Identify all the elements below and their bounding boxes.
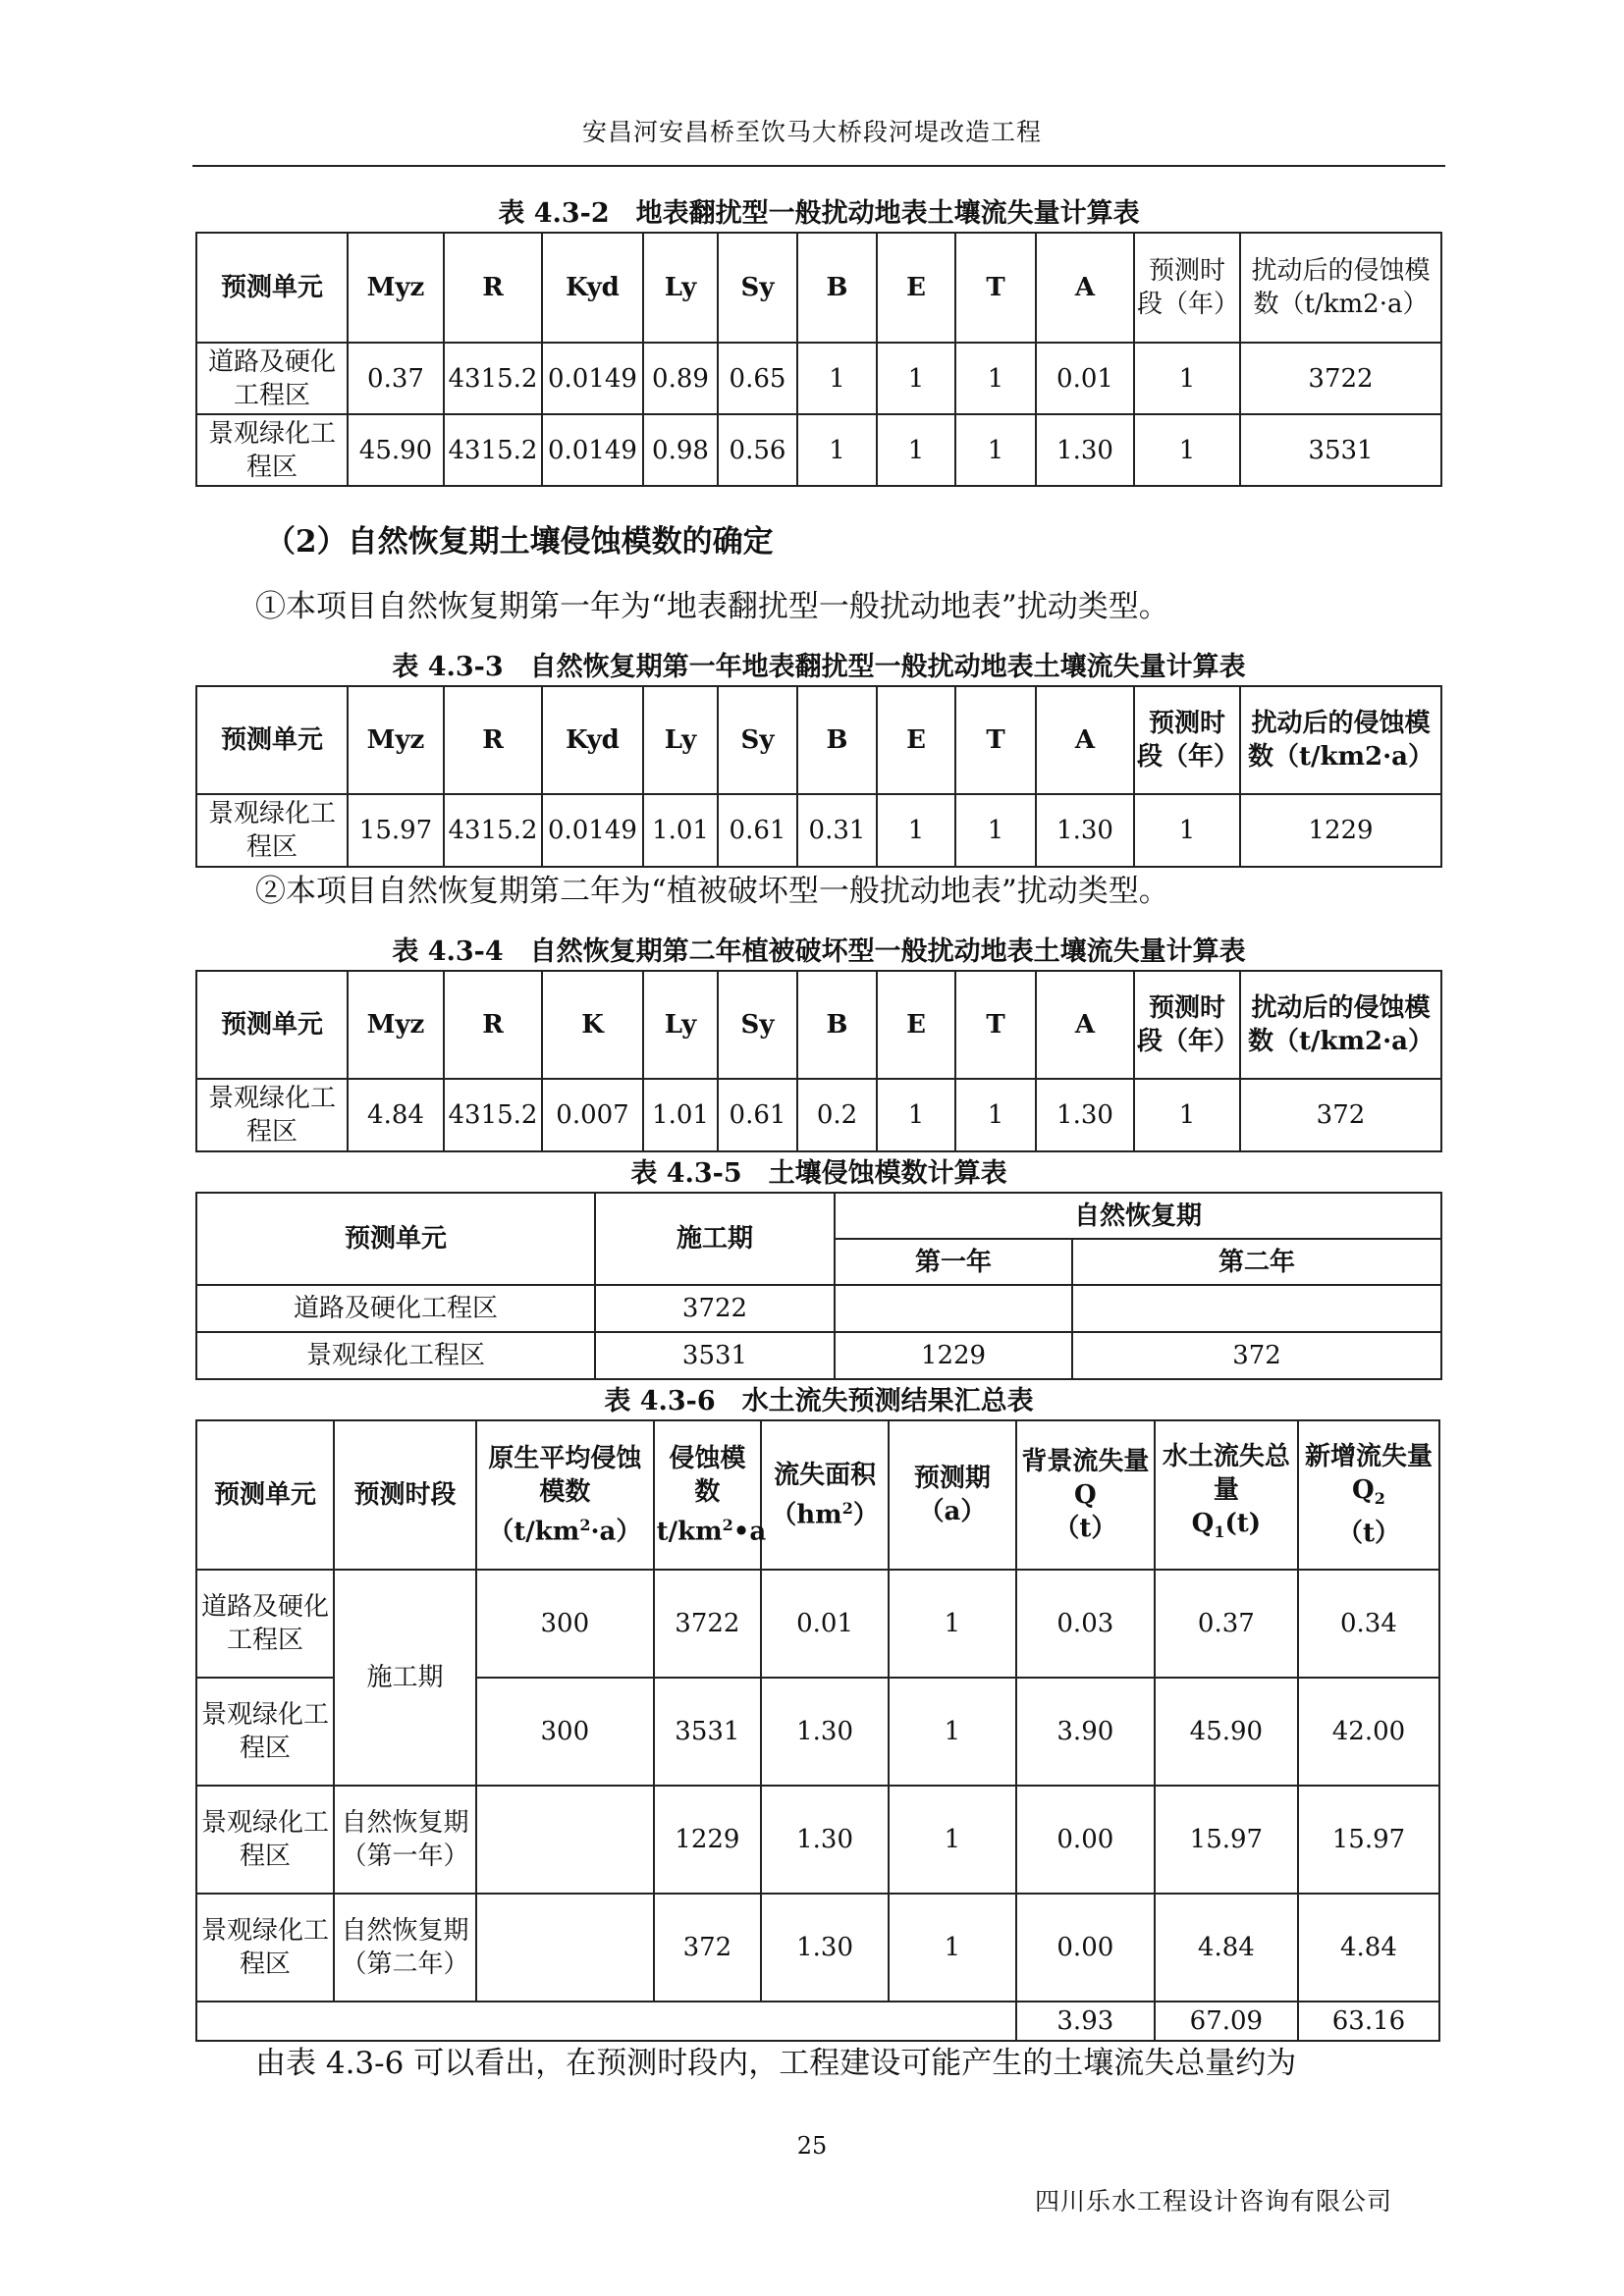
cell: 0.0149 [542,794,643,867]
table-row [196,1786,1439,1894]
table-caption-4-3-4: 表 4.3-4 自然恢复期第二年植被破坏型一般扰动地表土壤流失量计算表 [392,936,1246,967]
cell: 1 [877,343,955,414]
cell: 自然恢复期（第二年） [334,1894,476,2002]
header-cell: 预测时段 [334,1420,476,1570]
header-text: •a [732,1517,767,1547]
totals-row [196,2002,1439,2041]
cell: 1229 [835,1332,1072,1379]
table-caption-4-3-2: 表 4.3-2 地表翻扰型一般扰动地表土壤流失量计算表 [498,198,1140,229]
header-cell: T [955,233,1036,343]
header-text: （t） [1336,1518,1400,1548]
cell: 1 [889,1894,1016,2002]
superscript: 2 [841,1498,853,1518]
header-cell: 扰动后的侵蚀模数（t/km2·a） [1240,971,1441,1079]
cell: 4.84 [348,1079,444,1151]
cell: 1 [955,794,1036,867]
header-text: ） [852,1500,879,1530]
closing-paragraph: 由表 4.3-6 可以看出，在预测时段内，工程建设可能产生的土壤流失总量约为 [255,2046,1297,2081]
cell: 1.01 [643,794,718,867]
cell: 0.65 [718,343,797,414]
header-text: t/km [656,1517,723,1547]
cell: 1 [877,1079,955,1151]
header-cell: 第一年 [835,1239,1072,1285]
header-cell: R [444,971,542,1079]
header-cell: 预测单元 [196,233,348,343]
header-cell: T [955,686,1036,794]
cell: 3531 [654,1678,762,1786]
superscript: 2 [579,1515,591,1534]
header-cell [476,1420,654,1570]
cell: 1.30 [1036,414,1134,486]
superscript: 2 [722,1515,733,1534]
cell: 景观绿化工程区 [196,1332,595,1379]
table-row [196,1079,1441,1151]
header-cell: 第二年 [1072,1239,1441,1285]
cell: 0.37 [348,343,444,414]
cell: 1 [889,1786,1016,1894]
header-cell: 预测时段（年） [1134,686,1240,794]
cell [196,2002,1016,2041]
header-text: （t/km [488,1517,580,1547]
table-row [196,343,1441,414]
header-cell [1298,1420,1439,1570]
cell: 景观绿化工程区 [196,1678,334,1786]
cell: 3531 [1240,414,1441,486]
table-4-3-6 [195,1419,1440,2042]
cell: 0.34 [1298,1570,1439,1678]
paragraph: ①本项目自然恢复期第一年为“地表翻扰型一般扰动地表”扰动类型。 [255,589,1169,624]
cell: 4315.2 [444,343,542,414]
cell: 1 [955,343,1036,414]
cell: 4315.2 [444,414,542,486]
cell: 道路及硬化工程区 [196,343,348,414]
cell: 3531 [595,1332,835,1379]
cell: 景观绿化工程区 [196,1786,334,1894]
cell: 1.30 [761,1786,889,1894]
header-text: （hm [771,1500,842,1530]
cell: 4.84 [1155,1894,1298,2002]
header-cell: 预测时段（年） [1134,971,1240,1079]
table-caption-4-3-5: 表 4.3-5 土壤侵蚀模数计算表 [630,1158,1007,1189]
cell [476,1894,654,2002]
cell: 300 [476,1570,654,1678]
table-row [196,1570,1439,1678]
cell: 0.00 [1016,1894,1155,2002]
header-cell: Sy [718,686,797,794]
header-cell: 预测单元 [196,971,348,1079]
header-text: 流失面积 [774,1460,877,1490]
header-text: 预测期 [913,1464,991,1493]
page-header: 安昌河安昌桥至饮马大桥段河堤改造工程 [581,118,1042,146]
cell: 1 [797,343,877,414]
cell: 45.90 [1155,1678,1298,1786]
cell: 1229 [654,1786,762,1894]
cell: 道路及硬化工程区 [196,1570,334,1678]
header-cell: 施工期 [595,1193,835,1285]
cell: 4315.2 [444,794,542,867]
header-cell: Sy [718,233,797,343]
header-text: （t） [1054,1514,1117,1543]
cell: 1 [889,1678,1016,1786]
cell: 15.97 [1155,1786,1298,1894]
section-heading: （2）自然恢复期土壤侵蚀模数的确定 [265,524,774,560]
header-cell: 预测单元 [196,1420,334,1570]
cell: 1 [1134,794,1240,867]
header-cell: Ly [643,971,718,1079]
cell: 施工期 [334,1570,476,1786]
header-cell: Myz [348,971,444,1079]
cell: 67.09 [1155,2002,1298,2041]
cell: 3722 [1240,343,1441,414]
header-cell: E [877,233,955,343]
cell: 3722 [654,1570,762,1678]
header-cell: 自然恢复期 [835,1193,1441,1239]
cell: 1 [797,414,877,486]
cell: 1.30 [761,1894,889,2002]
cell: 1.30 [761,1678,889,1786]
header-text: （a） [918,1497,987,1526]
table-row [196,1894,1439,2002]
header-cell: 扰动后的侵蚀模数（t/km2·a） [1240,686,1441,794]
cell: 0.37 [1155,1570,1298,1678]
header-cell: A [1036,686,1134,794]
cell: 42.00 [1298,1678,1439,1786]
cell: 0.98 [643,414,718,486]
header-cell: T [955,971,1036,1079]
cell: 1 [889,1570,1016,1678]
table-4-3-4 [195,970,1442,1152]
header-text: 背景流失量 Q [1021,1447,1150,1510]
header-cell: B [797,233,877,343]
cell: 3.93 [1016,2002,1155,2041]
cell: 15.97 [348,794,444,867]
header-cell: E [877,686,955,794]
header-cell [889,1420,1016,1570]
cell: 1 [877,414,955,486]
cell: 63.16 [1298,2002,1439,2041]
cell: 景观绿化工程区 [196,1079,348,1151]
cell: 自然恢复期（第一年） [334,1786,476,1894]
header-cell: Myz [348,233,444,343]
header-cell: A [1036,971,1134,1079]
header-cell [1016,1420,1155,1570]
header-cell: Kyd [542,233,643,343]
header-cell: Sy [718,971,797,1079]
cell: 0.0149 [542,414,643,486]
cell: 0.007 [542,1079,643,1151]
cell: 1 [877,794,955,867]
cell: 0.01 [761,1570,889,1678]
cell: 1 [1134,414,1240,486]
cell [476,1786,654,1894]
header-cell: 预测时段（年） [1134,233,1240,343]
cell: 1.30 [1036,1079,1134,1151]
header-cell: R [444,233,542,343]
header-cell [1155,1420,1298,1570]
cell: 0.03 [1016,1570,1155,1678]
paragraph: ②本项目自然恢复期第二年为“植被破坏型一般扰动地表”扰动类型。 [255,874,1169,909]
header-cell: 预测单元 [196,1193,595,1285]
cell: 15.97 [1298,1786,1439,1894]
cell: 300 [476,1678,654,1786]
header-text: (t) [1224,1509,1262,1539]
cell: 0.61 [718,1079,797,1151]
cell: 景观绿化工程区 [196,414,348,486]
cell: 1 [955,414,1036,486]
cell: 1 [1134,1079,1240,1151]
header-cell [654,1420,767,1570]
header-cell: B [797,971,877,1079]
cell: 0.61 [718,794,797,867]
cell: 1.30 [1036,794,1134,867]
page-footer: 四川乐水工程设计咨询有限公司 [1034,2187,1392,2216]
cell: 3722 [595,1285,835,1332]
cell: 1.01 [643,1079,718,1151]
subscript: 1 [1214,1522,1225,1542]
header-cell: 预测单元 [196,686,348,794]
table-4-3-3 [195,685,1442,868]
cell: 4315.2 [444,1079,542,1151]
cell: 1 [1134,343,1240,414]
cell: 道路及硬化工程区 [196,1285,595,1332]
header-text: Q [1191,1509,1215,1539]
table-row [196,1332,1441,1379]
header-cell: R [444,686,542,794]
cell: 0.01 [1036,343,1134,414]
cell: 1229 [1240,794,1441,867]
cell: 3.90 [1016,1678,1155,1786]
header-text: 新增流失量 Q [1304,1442,1433,1506]
cell: 0.89 [643,343,718,414]
header-cell: Ly [643,686,718,794]
cell: 0.56 [718,414,797,486]
header-cell: Ly [643,233,718,343]
header-cell: K [542,971,643,1079]
subscript: 2 [1374,1489,1385,1509]
table-4-3-5 [195,1192,1442,1380]
header-cell: 扰动后的侵蚀模数（t/km2·a） [1240,233,1441,343]
table-row [196,414,1441,486]
cell: 景观绿化工程区 [196,794,348,867]
header-text: 侵蚀模数 [669,1443,746,1507]
header-cell: A [1036,233,1134,343]
header-cell [761,1420,889,1570]
cell: 0.31 [797,794,877,867]
header-cell: B [797,686,877,794]
header-text: 水土流失总量 [1162,1442,1290,1506]
cell: 1 [955,1079,1036,1151]
header-rule [192,165,1445,167]
cell [835,1285,1072,1332]
header-cell: E [877,971,955,1079]
header-text: 原生平均侵蚀模数 [488,1443,642,1507]
cell: 45.90 [348,414,444,486]
cell [1072,1285,1441,1332]
page-number: 25 [796,2132,828,2160]
cell: 0.0149 [542,343,643,414]
table-4-3-2 [195,232,1442,487]
cell: 372 [1072,1332,1441,1379]
cell: 372 [1240,1079,1441,1151]
table-row [196,794,1441,867]
table-caption-4-3-6: 表 4.3-6 水土流失预测结果汇总表 [604,1386,1034,1416]
cell: 景观绿化工程区 [196,1894,334,2002]
cell: 0.00 [1016,1786,1155,1894]
cell: 372 [654,1894,762,2002]
cell: 4.84 [1298,1894,1439,2002]
header-cell: Myz [348,686,444,794]
header-cell: Kyd [542,686,643,794]
table-row [196,1285,1441,1332]
cell: 0.2 [797,1079,877,1151]
table-caption-4-3-3: 表 4.3-3 自然恢复期第一年地表翻扰型一般扰动地表土壤流失量计算表 [392,652,1246,682]
header-text: ·a） [590,1517,642,1547]
